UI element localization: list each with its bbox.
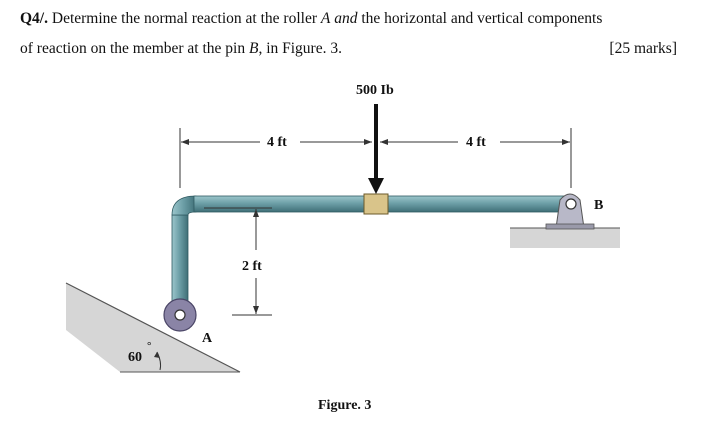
load-label: 500 Ib: [356, 83, 394, 98]
load-block: [364, 194, 388, 214]
dim-left-label: 4 ft: [267, 135, 287, 150]
figure-caption: Figure. 3: [318, 398, 372, 413]
dim-arrow-4: [562, 139, 570, 145]
question-text-2b: , in Figure. 3.: [258, 40, 342, 57]
dim-arrow-3: [380, 139, 388, 145]
angle-degree: °: [147, 340, 152, 352]
dim-arrow-2: [364, 139, 372, 145]
ground-B: [510, 228, 620, 248]
member-elbow: [172, 196, 196, 215]
dim-vertical-label: 2 ft: [242, 259, 262, 274]
dim-arrow-1: [181, 139, 189, 145]
question-text-1a: Determine the normal reaction at the roller: [48, 10, 321, 27]
dim-right-label: 4 ft: [466, 135, 486, 150]
marks-label: [25 marks]: [609, 40, 677, 57]
load-arrow-head: [368, 178, 384, 194]
pin-base-B: [546, 224, 594, 229]
pin-ref: B: [248, 40, 259, 57]
pin-B: [566, 199, 576, 209]
and-word: and: [334, 10, 358, 27]
roller-ref: A: [320, 10, 331, 27]
roller-A-hub: [175, 310, 185, 320]
question-text-1b: the horizontal and vertical components: [357, 10, 603, 27]
question-text-2a: of reaction on the member at the pin: [20, 40, 249, 57]
angle-label: 60: [128, 350, 142, 365]
support-B-label: B: [594, 198, 604, 213]
question-number: Q4/.: [20, 10, 48, 27]
support-A-label: A: [202, 331, 213, 346]
vdim-arrow-bottom: [253, 306, 259, 314]
